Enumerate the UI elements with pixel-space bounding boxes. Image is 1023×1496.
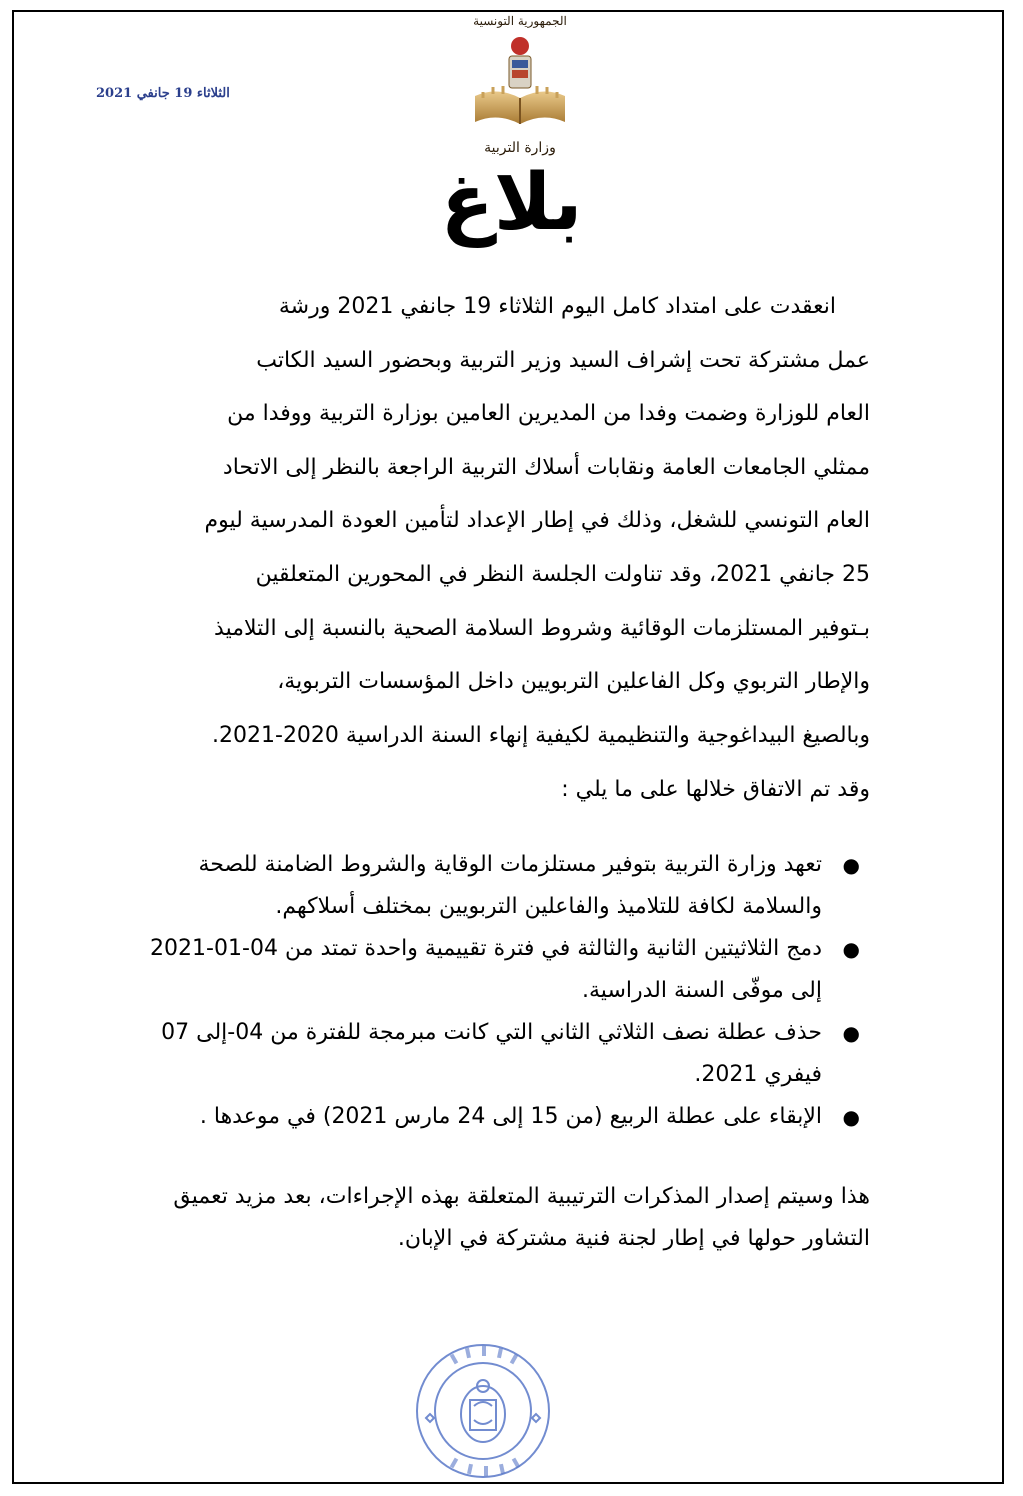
coat-of-arms-book-icon [465, 32, 575, 140]
agreement-intro: وقد تم الاتفاق خلالها على ما يلي : [561, 777, 870, 803]
intro-line: العام للوزارة وضمت وفدا من المديرين العامين بوزارة التربية ووفدا من [227, 401, 870, 427]
point-text: الإبقاء على عطلة الربيع (من 15 إلى 24 مارس 2021) في موعدها . [199, 1104, 822, 1130]
list-item [150, 928, 860, 1012]
bullet-icon: ● [842, 1105, 860, 1130]
intro-line: بـتوفير المستلزمات الوقائية وشروط السلامة الصحية بالنسبة إلى التلاميذ [214, 615, 870, 641]
bullet-icon: ● [842, 1021, 860, 1046]
intro-line: والإطار التربوي وكل الفاعلين التربويين داخل المؤسسات التربوية، [277, 669, 870, 695]
intro-line: 25 جانفي 2021، وقد تناولت الجلسة النظر في المحورين المتعلقين [255, 561, 870, 587]
intro-line: ممثلي الجامعات العامة ونقابات أسلاك التربية الراجعة بالنظر إلى الاتحاد [222, 454, 870, 480]
point-text: تعهد وزارة التربية بتوفير مستلزمات الوقاية والشروط الضامنة للصحة والسلامة لكافة للتلاميذ والفاعلين التربويين بمختلف أسلاكهم. [198, 852, 822, 920]
document-date: الثلاثاء 19 جانفي 2021 [96, 86, 230, 101]
intro-paragraph [150, 280, 870, 762]
agreement-points-list [150, 844, 870, 1138]
logo-republic-text: الجمهورية التونسية [473, 14, 567, 28]
list-item [150, 1096, 860, 1138]
closing-paragraph: هذا وسيتم إصدار المذكرات الترتيبية المتعلقة بهذه الإجراءات، بعد مزيد تعميق التشاور حولها في إطار لجنة فنية مشتركة في الإبان. [173, 1184, 870, 1252]
document-body [150, 280, 870, 1282]
page-title: بلاغ [440, 158, 583, 248]
list-item [150, 1012, 860, 1096]
bullet-icon: ● [842, 853, 860, 878]
point-text: دمج الثلاثيتين الثانية والثالثة في فترة تقييمية واحدة تمتد من 04-01-2021 إلى موفّى السنة الدراسية. [150, 936, 822, 1004]
intro-line: العام التونسي للشغل، وذلك في إطار الإعداد لتأمين العودة المدرسية ليوم [204, 508, 870, 534]
intro-line: انعقدت على امتداد كامل اليوم الثلاثاء 19 جانفي 2021 ورشة [278, 294, 836, 319]
logo-ministry-text: وزارة التربية [484, 140, 556, 156]
point-text: حذف عطلة نصف الثلاثي الثاني التي كانت مبرمجة للفترة من 04-إلى 07 فيفري 2021. [161, 1020, 822, 1088]
stamp-seal-icon [412, 1340, 554, 1482]
ministry-logo [455, 14, 585, 164]
bullet-icon: ● [842, 937, 860, 962]
intro-line: عمل مشتركة تحت إشراف السيد وزير التربية وبحضور السيد الكاتب [256, 347, 870, 373]
list-item [150, 844, 860, 928]
intro-line: وبالصيغ البيداغوجية والتنظيمية لكيفية إنهاء السنة الدراسية 2020-2021. [211, 722, 870, 748]
official-stamp [412, 1340, 554, 1482]
